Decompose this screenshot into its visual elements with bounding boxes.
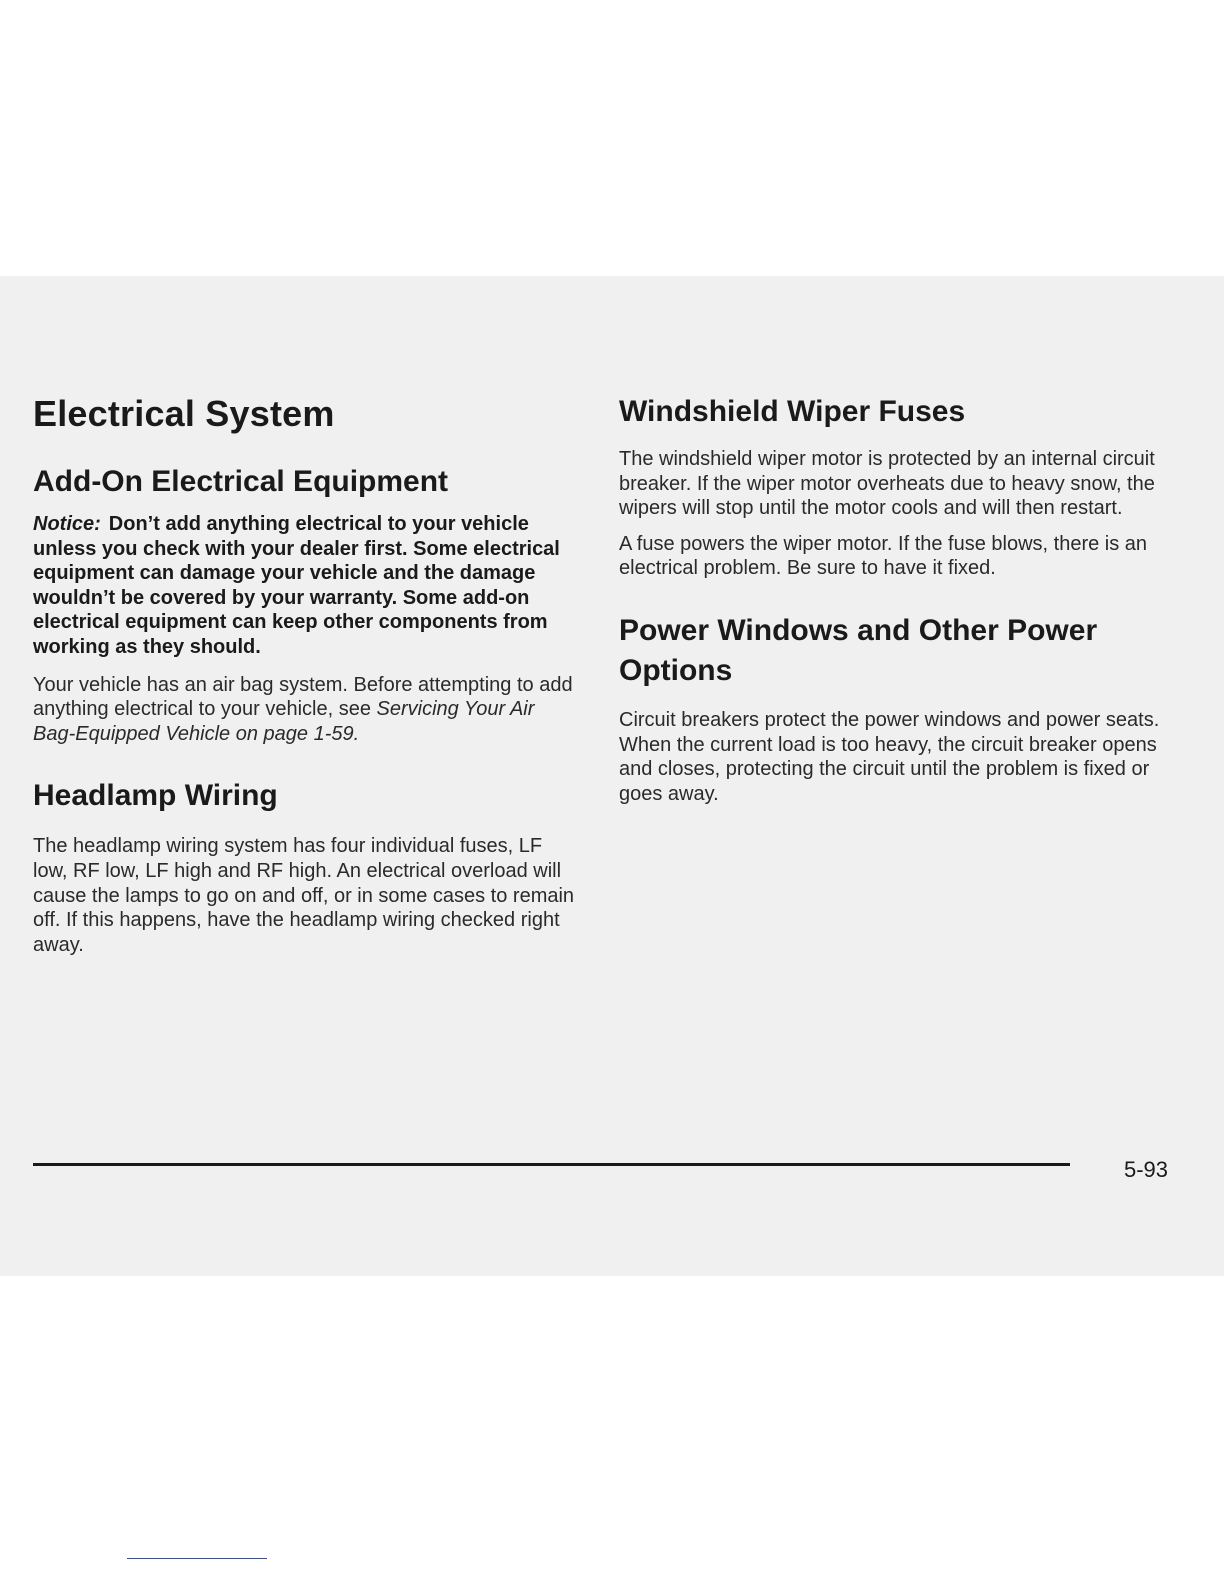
air-bag-text: Your vehicle has an air bag system. Before attempting to add anything electrical to your vehicle, see xyxy=(33,673,573,721)
section-title: Electrical System xyxy=(33,393,335,434)
notice-paragraph xyxy=(33,512,578,660)
page-number: 5-93 xyxy=(1124,1157,1169,1182)
headlamp-wiring-heading: Headlamp Wiring xyxy=(33,779,278,813)
right-column xyxy=(619,392,1179,806)
power-windows-heading: Power Windows and Other Power Options xyxy=(619,613,1098,687)
headlamp-wiring-paragraph: The headlamp wiring system has four individual fuses, LF low, RF low, LF high and RF high. An electrical overload will cause the lamps to go on and off, or in some cases to remain off. If this happens, have the headlamp wiring checked right away. xyxy=(33,835,575,956)
air-bag-cross-reference[interactable]: Servicing Your Air Bag-Equipped Vehicle on page 1-59. xyxy=(33,698,535,745)
footer-rule xyxy=(33,1163,1070,1166)
notice-label: Notice: xyxy=(33,513,101,535)
notice-text: Don’t add anything electrical to your vehicle unless you check with your dealer first. Some electrical equipment can damage your vehicle and the damage wouldn’t be covered by your warranty. Some add-on electrical equipment can keep other components from working as they should. xyxy=(33,513,560,658)
bottom-link-underline xyxy=(127,1558,267,1559)
windshield-wiper-heading: Windshield Wiper Fuses xyxy=(619,395,966,428)
wiper-paragraph-2: A fuse powers the wiper motor. If the fuse blows, there is an electrical problem. Be sure to have it fixed. xyxy=(619,532,1148,580)
add-on-electrical-heading: Add-On Electrical Equipment xyxy=(33,465,449,498)
wiper-paragraph-1: The windshield wiper motor is protected by an internal circuit breaker. If the wiper motor overheats due to heavy snow, the wipers will stop until the motor cools and will then restart. xyxy=(619,448,1155,520)
power-windows-paragraph: Circuit breakers protect the power windows and power seats. When the current load is too heavy, the circuit breaker opens and closes, protecting the circuit until the problem is fixed or goes away. xyxy=(619,708,1160,805)
left-column xyxy=(33,392,578,957)
air-bag-paragraph xyxy=(33,673,578,747)
